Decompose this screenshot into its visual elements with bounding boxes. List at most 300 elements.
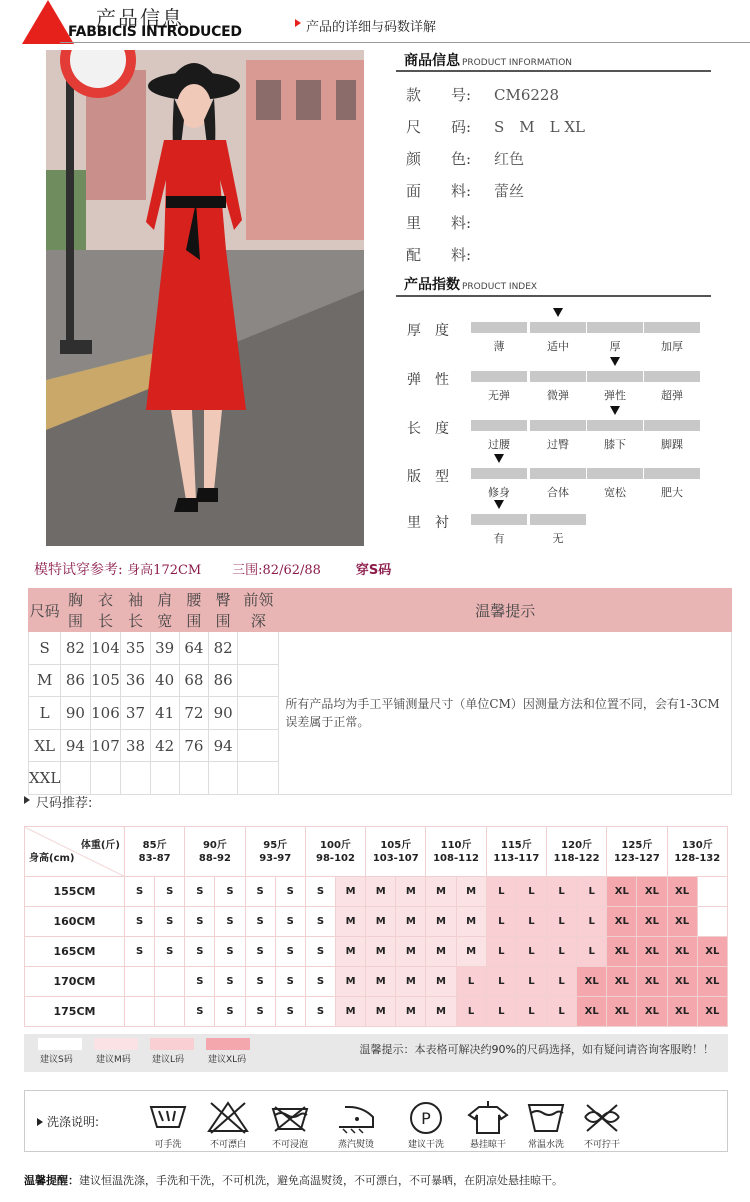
size-cell: XL — [667, 997, 697, 1027]
size-cell: M — [426, 907, 456, 937]
table-cell: 86 — [61, 664, 90, 697]
hang-dry-icon — [465, 1099, 511, 1135]
table-row — [25, 997, 728, 1027]
size-cell: S — [155, 907, 185, 937]
info-key: 尺 码: — [406, 118, 472, 136]
table-cell: 35 — [121, 632, 150, 665]
size-cell: S — [305, 967, 335, 997]
size-cell: S — [245, 997, 275, 1027]
size-cell: L — [546, 877, 576, 907]
index-option: 微弹 — [547, 389, 569, 402]
size-cell: M — [396, 967, 426, 997]
table-cell: 104 — [90, 632, 121, 665]
index-option: 加厚 — [661, 340, 683, 353]
table-cell: 94 — [209, 729, 238, 762]
wash-label: 悬挂晾干 — [469, 1140, 506, 1150]
size-cell: M — [426, 967, 456, 997]
size-cell: M — [335, 877, 365, 907]
size-cell: M — [335, 937, 365, 967]
size-cell — [155, 967, 185, 997]
no-wring-item — [575, 1099, 629, 1150]
legend-swatch — [38, 1038, 82, 1050]
info-value: 蕾丝 — [494, 182, 525, 200]
weight-range: 103-107 — [372, 852, 419, 864]
size-table-header: 袖长 — [121, 589, 150, 632]
size-cell: S — [215, 907, 245, 937]
index-bar — [471, 468, 527, 479]
size-cell: S — [245, 907, 275, 937]
wash-label: 蒸汽熨烫 — [337, 1140, 374, 1150]
weight-range: 118-122 — [553, 852, 600, 864]
size-cell: M — [366, 997, 396, 1027]
selected-marker-icon — [494, 454, 504, 463]
selected-marker-icon — [610, 406, 620, 415]
normal-water-item — [519, 1099, 573, 1150]
svg-text:P: P — [421, 1109, 431, 1128]
index-bar — [530, 322, 586, 333]
table-row — [25, 877, 728, 907]
table-cell — [150, 762, 179, 795]
weight-header — [125, 827, 185, 877]
size-cell: L — [516, 937, 546, 967]
table-cell: 37 — [121, 697, 150, 730]
size-cell: S — [275, 997, 305, 1027]
size-cell: M — [366, 907, 396, 937]
weight-jin: 95斤 — [263, 839, 288, 851]
table-cell — [179, 762, 208, 795]
weight-header — [667, 827, 727, 877]
size-cell: L — [516, 907, 546, 937]
size-recommend-table — [24, 826, 728, 1027]
table-cell: 94 — [61, 729, 90, 762]
table-cell: 40 — [150, 664, 179, 697]
size-cell: XL — [607, 907, 637, 937]
normal-water-icon — [523, 1099, 569, 1135]
info-value: S M L XL — [494, 118, 586, 136]
size-cell — [697, 877, 727, 907]
table-cell: XXL — [29, 762, 61, 795]
weight-range: 93-97 — [259, 852, 292, 864]
hang-dry-item — [461, 1099, 515, 1150]
index-option: 过臀 — [547, 438, 569, 451]
size-cell: S — [125, 937, 155, 967]
size-cell: L — [486, 877, 516, 907]
weight-jin: 120斤 — [561, 839, 593, 851]
size-cell: L — [546, 997, 576, 1027]
table-cell — [238, 762, 279, 795]
size-cell: S — [185, 877, 215, 907]
table-row — [25, 937, 728, 967]
weight-range: 123-127 — [613, 852, 660, 864]
table-cell: 86 — [209, 664, 238, 697]
size-cell: S — [185, 997, 215, 1027]
index-section-title: 产品指数 PRODUCT INDEX — [404, 277, 538, 293]
index-bar — [530, 514, 586, 525]
index-option: 脚踝 — [661, 438, 683, 451]
height-label: 155CM — [25, 877, 125, 907]
table-cell: 42 — [150, 729, 179, 762]
index-option: 过腰 — [488, 438, 510, 451]
table-cell: 106 — [90, 697, 121, 730]
info-row — [406, 180, 524, 201]
index-bar — [587, 322, 643, 333]
size-cell: XL — [607, 997, 637, 1027]
weight-range: 128-132 — [674, 852, 721, 864]
index-label: 弹 性 — [407, 372, 449, 388]
header-subtitle: FABBICIS INTRODUCED — [68, 24, 242, 40]
weight-jin: 90斤 — [202, 839, 227, 851]
size-cell: XL — [697, 967, 727, 997]
size-cell — [697, 907, 727, 937]
legend-tip: 温馨提示：本表格可解决约90%的尺码选择，如有疑问请咨询客服哟！！ — [359, 1043, 714, 1056]
index-label: 长 度 — [407, 421, 449, 437]
index-bar — [587, 468, 643, 479]
table-cell: 38 — [121, 729, 150, 762]
model-reference — [34, 559, 391, 579]
size-table — [28, 588, 732, 795]
legend-swatch — [150, 1038, 194, 1050]
size-cell: M — [396, 907, 426, 937]
table-cell: 90 — [209, 697, 238, 730]
info-value: 红色 — [494, 150, 525, 168]
size-cell: L — [546, 937, 576, 967]
weight-header — [486, 827, 546, 877]
selected-marker-icon — [553, 308, 563, 317]
size-cell: S — [245, 967, 275, 997]
size-cell: M — [335, 907, 365, 937]
no-wring-icon — [579, 1099, 625, 1135]
weight-range: 83-87 — [138, 852, 171, 864]
table-cell: S — [29, 632, 61, 665]
table-cell: 82 — [209, 632, 238, 665]
size-cell: M — [396, 877, 426, 907]
index-bar — [644, 468, 700, 479]
info-row — [406, 84, 559, 105]
wash-label: 建议干洗 — [407, 1140, 444, 1150]
index-bar — [530, 468, 586, 479]
table-row — [25, 967, 728, 997]
size-cell: S — [215, 937, 245, 967]
legend-swatch — [94, 1038, 138, 1050]
table-cell: 76 — [179, 729, 208, 762]
wash-label: 不可拧干 — [583, 1140, 620, 1150]
size-cell: L — [486, 937, 516, 967]
recommend-title: 尺码推荐: — [36, 796, 93, 811]
index-option: 适中 — [547, 340, 569, 353]
header-description: 产品的详细与码数详解 — [306, 20, 437, 35]
info-divider — [396, 70, 711, 72]
header-divider — [60, 42, 750, 43]
index-option: 无 — [552, 532, 564, 545]
weight-header — [366, 827, 426, 877]
weight-header — [546, 827, 606, 877]
size-cell: L — [516, 997, 546, 1027]
no-soak-icon — [267, 1099, 313, 1135]
size-cell: XL — [667, 937, 697, 967]
size-cell: M — [456, 907, 486, 937]
wash-instructions — [24, 1090, 728, 1152]
size-cell: S — [215, 967, 245, 997]
size-cell: M — [366, 877, 396, 907]
size-cell: S — [125, 907, 155, 937]
height-label: 165CM — [25, 937, 125, 967]
info-row — [406, 244, 494, 265]
arrow-right-icon — [24, 796, 30, 804]
size-cell: S — [125, 877, 155, 907]
table-cell: XL — [29, 729, 61, 762]
size-cell: L — [486, 997, 516, 1027]
size-cell — [125, 967, 155, 997]
size-cell: XL — [607, 967, 637, 997]
index-bar — [471, 371, 527, 382]
size-cell: L — [456, 967, 486, 997]
index-bar — [471, 514, 527, 525]
table-row — [25, 827, 728, 877]
table-cell: 105 — [90, 664, 121, 697]
index-option: 合体 — [547, 486, 569, 499]
table-cell — [61, 762, 90, 795]
table-cell — [90, 762, 121, 795]
size-cell: XL — [637, 997, 667, 1027]
size-cell: M — [456, 937, 486, 967]
size-cell: XL — [667, 877, 697, 907]
legend-label: 建议XL码 — [208, 1055, 247, 1065]
size-cell: M — [426, 937, 456, 967]
size-cell: XL — [697, 997, 727, 1027]
index-divider — [396, 295, 711, 297]
size-cell: L — [577, 907, 607, 937]
table-cell — [238, 632, 279, 665]
info-value: CM6228 — [494, 86, 560, 104]
table-cell: 72 — [179, 697, 208, 730]
table-row — [25, 907, 728, 937]
size-cell: S — [305, 937, 335, 967]
weight-jin: 115斤 — [500, 839, 532, 851]
info-key: 里 料: — [406, 214, 472, 232]
wash-label: 常温水洗 — [527, 1140, 564, 1150]
table-cell — [238, 729, 279, 762]
index-label: 版 型 — [407, 469, 449, 485]
size-table-header: 肩宽 — [150, 589, 179, 632]
weight-jin: 100斤 — [320, 839, 351, 851]
size-cell: XL — [577, 997, 607, 1027]
arrow-right-icon — [295, 19, 301, 27]
size-cell: S — [305, 907, 335, 937]
info-key: 面 料: — [406, 182, 472, 200]
height-label: 175CM — [25, 997, 125, 1027]
size-table-header: 尺码 — [29, 589, 61, 632]
size-table-header: 衣长 — [90, 589, 121, 632]
wash-label: 不可漂白 — [209, 1140, 246, 1150]
table-cell: 36 — [121, 664, 150, 697]
size-cell: XL — [637, 877, 667, 907]
index-option: 肥大 — [661, 486, 683, 499]
weight-jin: 125斤 — [621, 839, 653, 851]
info-key: 颜 色: — [406, 150, 472, 168]
model-bust: 三围:82/62/88 — [232, 563, 321, 578]
size-cell: L — [546, 967, 576, 997]
table-cell — [238, 664, 279, 697]
info-section-title: 商品信息 PRODUCT INFORMATION — [404, 53, 573, 69]
size-cell: S — [185, 967, 215, 997]
model-height: 身高172CM — [127, 563, 202, 578]
weight-jin: 130斤 — [681, 839, 713, 851]
wash-title: 洗涤说明: — [37, 1113, 99, 1130]
size-legend — [24, 1034, 728, 1072]
weight-header — [305, 827, 365, 877]
weight-range: 88-92 — [198, 852, 231, 864]
legend-label: 建议M码 — [96, 1055, 131, 1065]
size-cell: L — [516, 967, 546, 997]
size-cell: S — [275, 907, 305, 937]
weight-header — [245, 827, 305, 877]
weight-header — [426, 827, 486, 877]
size-cell: M — [426, 877, 456, 907]
table-cell: 107 — [90, 729, 121, 762]
index-bar — [530, 420, 586, 431]
selected-marker-icon — [610, 357, 620, 366]
size-cell: S — [305, 997, 335, 1027]
height-label: 170CM — [25, 967, 125, 997]
steam-iron-icon — [333, 1099, 379, 1135]
size-cell: S — [155, 937, 185, 967]
size-cell: XL — [577, 967, 607, 997]
weight-range: 98-102 — [316, 852, 355, 864]
table-cell: 82 — [61, 632, 90, 665]
table-cell: 64 — [179, 632, 208, 665]
table-cell — [121, 762, 150, 795]
index-bar — [644, 371, 700, 382]
info-key: 款 号: — [406, 86, 472, 104]
corner-weight: 体重(斤) — [80, 839, 120, 851]
warm-reminder: 温馨提醒：建议恒温洗涤，手洗和干洗，不可机洗，避免高温熨烫，不可漂白，不可暴晒，在阴凉处悬挂晾干。 — [24, 1174, 563, 1187]
index-option: 膝下 — [604, 438, 626, 451]
weight-header — [607, 827, 667, 877]
size-cell: S — [185, 907, 215, 937]
size-cell: L — [486, 967, 516, 997]
size-table-header: 前领深 — [238, 589, 279, 632]
index-option: 超弹 — [661, 389, 683, 402]
size-cell: S — [275, 967, 305, 997]
index-bar — [644, 420, 700, 431]
selected-marker-icon — [494, 500, 504, 509]
size-cell: XL — [697, 937, 727, 967]
index-label: 厚 度 — [407, 323, 449, 339]
corner-cell — [25, 827, 125, 877]
size-cell: S — [215, 997, 245, 1027]
size-cell — [155, 997, 185, 1027]
size-tip: 所有产品均为手工平铺测量尺寸（单位CM）因测量方法和位置不同，会有1-3CM误差属于正常。 — [279, 632, 732, 795]
size-cell: XL — [637, 937, 667, 967]
dry-clean-item — [399, 1099, 453, 1150]
index-bar — [587, 420, 643, 431]
size-cell: M — [396, 997, 426, 1027]
hand-wash-item — [141, 1099, 195, 1150]
size-cell: XL — [637, 907, 667, 937]
size-cell: M — [396, 937, 426, 967]
size-cell: S — [215, 877, 245, 907]
height-label: 160CM — [25, 907, 125, 937]
legend-label: 建议S码 — [40, 1055, 73, 1065]
weight-header — [185, 827, 245, 877]
size-cell: S — [245, 937, 275, 967]
weight-jin: 105斤 — [380, 839, 412, 851]
table-cell — [238, 697, 279, 730]
header-title: 产品信息 — [96, 6, 184, 30]
index-option: 宽松 — [604, 486, 626, 499]
size-cell: XL — [637, 967, 667, 997]
size-cell: XL — [667, 907, 697, 937]
size-cell: M — [456, 877, 486, 907]
header-triangle-logo — [22, 0, 74, 44]
steam-iron-item — [329, 1099, 383, 1150]
size-cell: S — [155, 877, 185, 907]
weight-jin: 110斤 — [440, 839, 472, 851]
weight-range: 108-112 — [433, 852, 479, 864]
model-size: 穿S码 — [355, 563, 392, 578]
size-cell: S — [245, 877, 275, 907]
hand-wash-icon — [145, 1099, 191, 1135]
wash-label: 可手洗 — [154, 1140, 182, 1150]
size-table-header: 腰围 — [179, 589, 208, 632]
size-cell: M — [366, 937, 396, 967]
info-row — [406, 212, 494, 233]
size-cell: L — [546, 907, 576, 937]
table-cell: 41 — [150, 697, 179, 730]
corner-height: 身高(cm) — [29, 852, 75, 864]
weight-range: 113-117 — [493, 852, 540, 864]
table-cell: 39 — [150, 632, 179, 665]
index-option: 厚 — [609, 340, 621, 353]
index-label: 里 衬 — [407, 515, 449, 531]
table-row — [29, 632, 732, 665]
legend-label: 建议L码 — [152, 1055, 185, 1065]
wash-label: 不可浸泡 — [271, 1140, 308, 1150]
no-soak-item — [263, 1099, 317, 1150]
size-cell: XL — [607, 877, 637, 907]
weight-jin: 85斤 — [142, 839, 167, 851]
size-cell: M — [335, 967, 365, 997]
table-cell: 90 — [61, 697, 90, 730]
legend-swatch — [206, 1038, 250, 1050]
size-table-header: 胸围 — [61, 589, 90, 632]
table-cell — [209, 762, 238, 795]
size-cell: M — [426, 997, 456, 1027]
size-cell: XL — [607, 937, 637, 967]
index-option: 薄 — [493, 340, 505, 353]
dry-clean-icon — [403, 1099, 449, 1135]
info-key: 配 料: — [406, 246, 472, 264]
size-cell: L — [577, 877, 607, 907]
index-bar — [587, 371, 643, 382]
info-row — [406, 116, 585, 137]
size-cell: L — [456, 997, 486, 1027]
table-cell: 68 — [179, 664, 208, 697]
index-option: 弹性 — [604, 389, 626, 402]
size-table-header: 温馨提示 — [279, 589, 732, 632]
size-table-header: 臀围 — [209, 589, 238, 632]
size-cell: S — [275, 937, 305, 967]
index-bar — [471, 322, 527, 333]
size-cell — [125, 997, 155, 1027]
no-bleach-item — [201, 1099, 255, 1150]
table-cell: L — [29, 697, 61, 730]
info-row — [406, 148, 524, 169]
size-cell: M — [366, 967, 396, 997]
table-cell: M — [29, 664, 61, 697]
size-cell: L — [577, 937, 607, 967]
size-cell: S — [275, 877, 305, 907]
